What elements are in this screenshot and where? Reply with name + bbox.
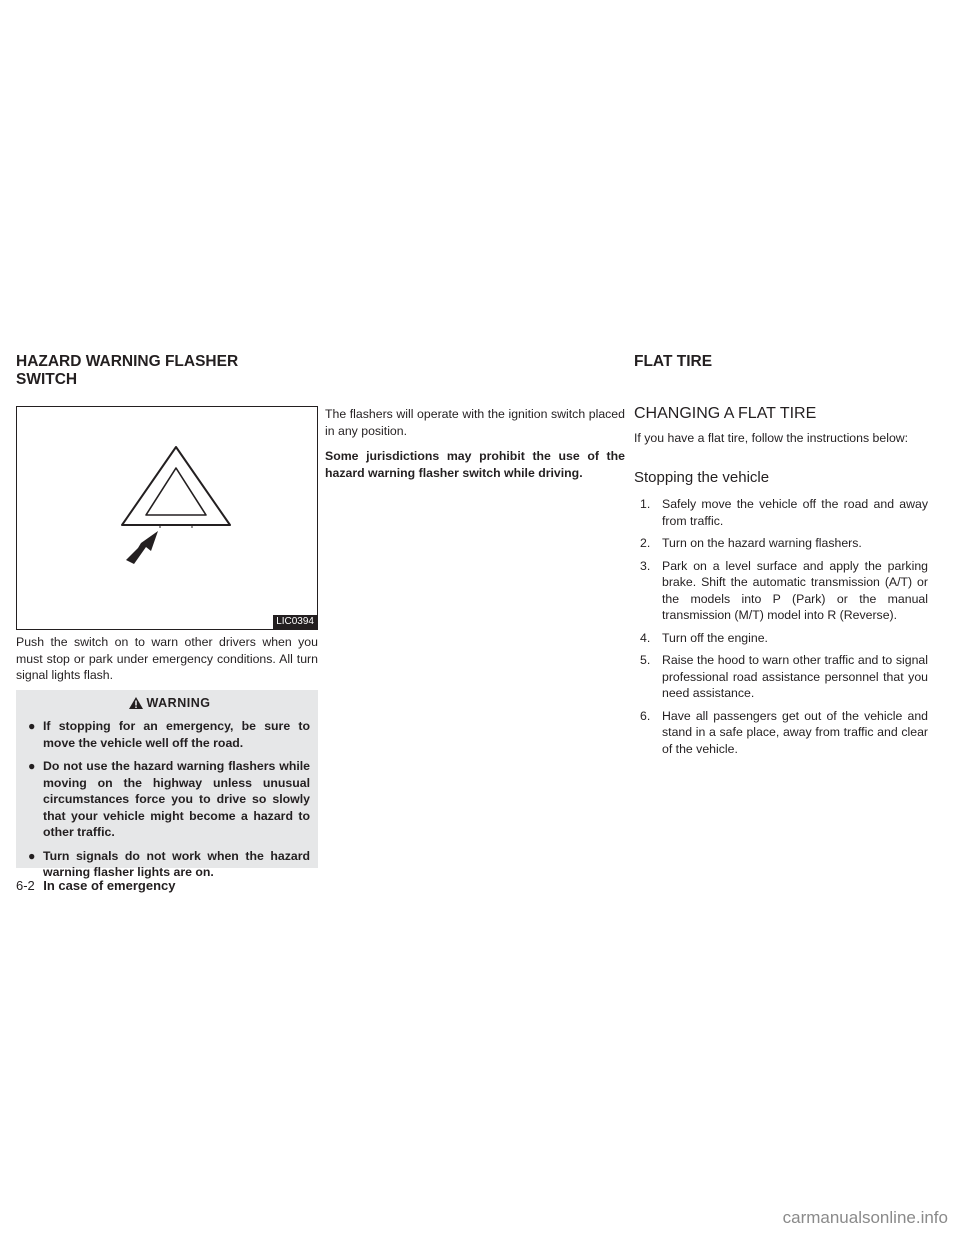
step-number: 5. — [640, 653, 651, 667]
list-item — [640, 630, 928, 647]
figure-label: LIC0394 — [273, 615, 317, 629]
jurisdiction-note: Some jurisdictions may prohibit the use of the hazard warning flasher switch while driving. — [325, 449, 625, 480]
step-text: Safely move the vehicle off the road and away from traffic. — [662, 497, 928, 528]
page-number: 6-2 — [16, 878, 35, 893]
step-number: 1. — [640, 497, 651, 511]
step-text: Raise the hood to warn other traffic and to signal professional road assistance personnel that you need assistance. — [662, 653, 928, 700]
step-text: Park on a level surface and apply the parking brake. Shift the automatic transmission (A/T) or the models into P (Park) or the manual transmission (M/T) model into R (Reverse). — [662, 558, 928, 622]
subheading-stopping-vehicle: Stopping the vehicle — [634, 469, 770, 486]
bullet-icon: ● — [28, 848, 36, 863]
step-number: 6. — [640, 708, 651, 723]
list-item — [640, 558, 928, 624]
flat-tire-intro: If you have a flat tire, follow the instructions below: — [634, 431, 909, 445]
bullet-icon: ● — [28, 759, 36, 773]
warning-icon — [128, 696, 144, 710]
step-text: Turn off the engine. — [662, 630, 768, 645]
hazard-triangle-icon — [17, 407, 317, 629]
heading-changing-flat-tire: CHANGING A FLAT TIRE — [634, 405, 817, 422]
flasher-operation-text: The flashers will operate with the ignition switch placed in any position. — [325, 407, 625, 438]
bullet-icon: ● — [28, 719, 36, 733]
watermark: carmanualsonline.info — [782, 1208, 948, 1227]
section-title-hazard: HAZARD WARNING FLASHER SWITCH — [16, 353, 239, 388]
warning-item — [28, 848, 310, 881]
section-title-flat-tire: FLAT TIRE — [634, 353, 713, 370]
step-number: 4. — [640, 630, 651, 645]
warning-item — [28, 718, 310, 751]
hazard-intro-text: Push the switch on to warn other drivers when you must stop or park under emergency conditions. All turn signal lights flash. — [16, 635, 318, 682]
step-text: Turn on the hazard warning flashers. — [662, 536, 862, 550]
warning-item — [28, 758, 310, 841]
list-item — [640, 535, 928, 552]
warning-box — [16, 690, 318, 879]
chapter-title: In case of emergency — [43, 878, 176, 893]
warning-list — [28, 718, 310, 881]
steps-list — [634, 496, 928, 763]
step-text: Have all passengers get out of the vehicle and stand in a safe place, away from traffic and clear of the vehicle. — [662, 708, 928, 756]
list-item — [640, 496, 928, 529]
step-number: 3. — [640, 558, 651, 573]
list-item — [640, 652, 928, 702]
hazard-switch-figure — [16, 406, 318, 630]
warning-item-text: Do not use the hazard warning flashers while moving on the highway unless unusual circumstances force you to drive so slowly that your vehicle might become a hazard to other traffic. — [43, 759, 310, 839]
warning-heading-label: WARNING — [146, 696, 211, 710]
warning-item-text: If stopping for an emergency, be sure to move the vehicle well off the road. — [43, 719, 310, 750]
warning-item-text: Turn signals do not work when the hazard warning flasher lights are on. — [43, 848, 310, 879]
page-footer — [16, 877, 175, 895]
step-number: 2. — [640, 536, 651, 550]
warning-heading — [28, 696, 310, 710]
list-item — [640, 708, 928, 758]
